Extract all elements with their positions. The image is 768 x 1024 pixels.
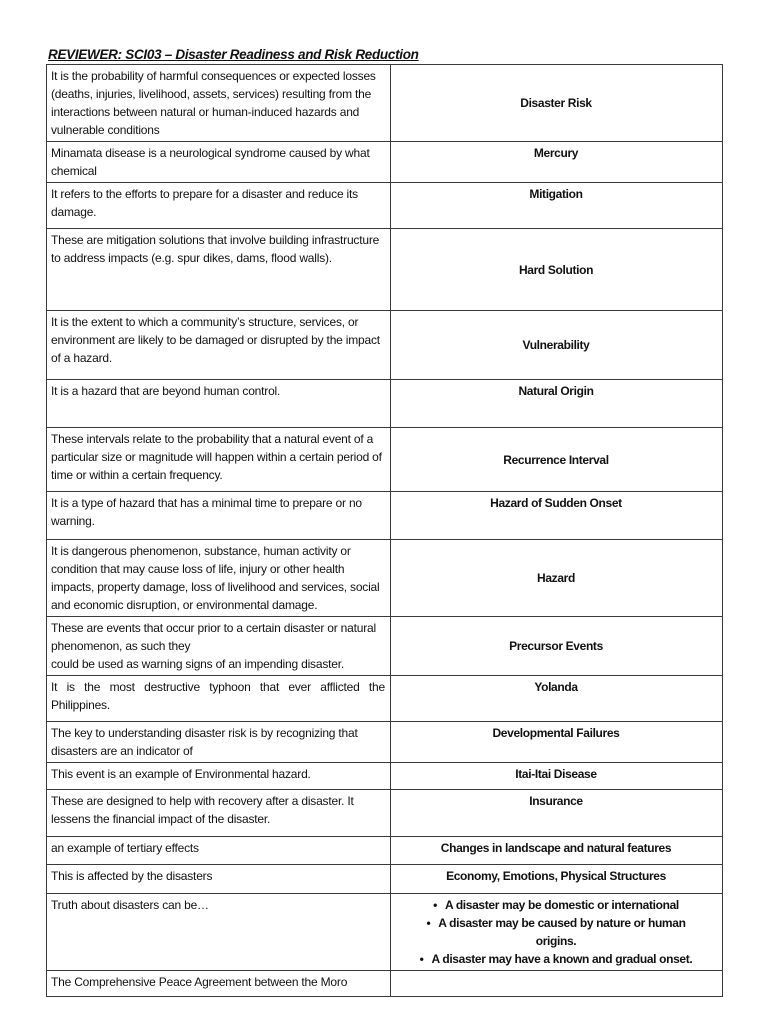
answer-cell: Disaster Risk — [391, 65, 723, 142]
table-row — [47, 65, 723, 142]
question-cell: These are mitigation solutions that involve building infrastructure to address impacts (e.g. spur dikes, dams, flood walls). — [47, 229, 391, 311]
table-row — [47, 380, 723, 428]
question-cell: an example of tertiary effects — [47, 837, 391, 865]
question-cell: It is a type of hazard that has a minimal time to prepare or no warning. — [47, 492, 391, 540]
answer-bullet-list — [395, 896, 717, 968]
answer-cell: Recurrence Interval — [391, 428, 723, 492]
reviewer-table — [46, 64, 723, 997]
answer-cell: Mercury — [391, 142, 723, 183]
question-cell: Truth about disasters can be… — [47, 894, 391, 971]
answer-cell: Developmental Failures — [391, 722, 723, 763]
question-cell — [47, 617, 391, 676]
table-row — [47, 865, 723, 894]
table-row — [47, 790, 723, 837]
table-row — [47, 183, 723, 229]
table-row — [47, 617, 723, 676]
answer-bullet: • A disaster may be domestic or international — [395, 896, 717, 914]
answer-cell: Natural Origin — [391, 380, 723, 428]
question-cell: It is the extent to which a community’s structure, services, or environment are likely to be damaged or disrupted by the impact of a hazard. — [47, 311, 391, 380]
answer-cell: Vulnerability — [391, 311, 723, 380]
answer-cell — [391, 894, 723, 971]
question-cell: It is dangerous phenomenon, substance, human activity or condition that may cause loss of life, injury or other health impacts, property damage, loss of livelihood and services, social and economic disruption, or environmental damage. — [47, 540, 391, 617]
table-row — [47, 763, 723, 790]
answer-cell — [391, 971, 723, 997]
question-cell: The Comprehensive Peace Agreement between the Moro — [47, 971, 391, 997]
answer-cell: Economy, Emotions, Physical Structures — [391, 865, 723, 894]
table-row — [47, 676, 723, 722]
page-title: REVIEWER: SCI03 – Disaster Readiness and Risk Reduction — [48, 47, 419, 62]
question-cell: These intervals relate to the probability that a natural event of a particular size or magnitude will happen within a certain period of time or within a certain frequency. — [47, 428, 391, 492]
table-row — [47, 722, 723, 763]
answer-cell: Hard Solution — [391, 229, 723, 311]
table-row — [47, 894, 723, 971]
question-cell: This is affected by the disasters — [47, 865, 391, 894]
question-cell: These are designed to help with recovery after a disaster. It lessens the financial impact of the disaster. — [47, 790, 391, 837]
question-cell: It is the probability of harmful consequences or expected losses (deaths, injuries, livelihood, assets, services) resulting from the interactions between natural or human-induced hazards and vulnerable conditions — [47, 65, 391, 142]
question-cell: It is a hazard that are beyond human control. — [47, 380, 391, 428]
question-line: could be used as warning signs of an impending disaster. — [51, 657, 344, 671]
table-row — [47, 540, 723, 617]
answer-cell: Precursor Events — [391, 617, 723, 676]
answer-cell: Yolanda — [391, 676, 723, 722]
table-row — [47, 311, 723, 380]
answer-cell: Itai-Itai Disease — [391, 763, 723, 790]
question-cell: It refers to the efforts to prepare for a disaster and reduce its damage. — [47, 183, 391, 229]
answer-cell: Insurance — [391, 790, 723, 837]
answer-cell: Hazard — [391, 540, 723, 617]
table-row — [47, 428, 723, 492]
table-row — [47, 837, 723, 865]
answer-bullet: • A disaster may be caused by nature or human origins. — [395, 914, 717, 950]
answer-cell: Mitigation — [391, 183, 723, 229]
question-line: These are events that occur prior to a certain disaster or natural phenomenon, as such they — [51, 621, 376, 653]
table-row — [47, 971, 723, 997]
table-row — [47, 142, 723, 183]
question-cell: This event is an example of Environmental hazard. — [47, 763, 391, 790]
answer-bullet: • A disaster may have a known and gradual onset. — [395, 950, 717, 968]
answer-cell: Hazard of Sudden Onset — [391, 492, 723, 540]
question-cell: It is the most destructive typhoon that ever afflicted the Philippines. — [47, 676, 391, 722]
answer-cell: Changes in landscape and natural features — [391, 837, 723, 865]
question-cell: The key to understanding disaster risk is by recognizing that disasters are an indicator of — [47, 722, 391, 763]
question-cell: Minamata disease is a neurological syndrome caused by what chemical — [47, 142, 391, 183]
table-row — [47, 492, 723, 540]
table-row — [47, 229, 723, 311]
